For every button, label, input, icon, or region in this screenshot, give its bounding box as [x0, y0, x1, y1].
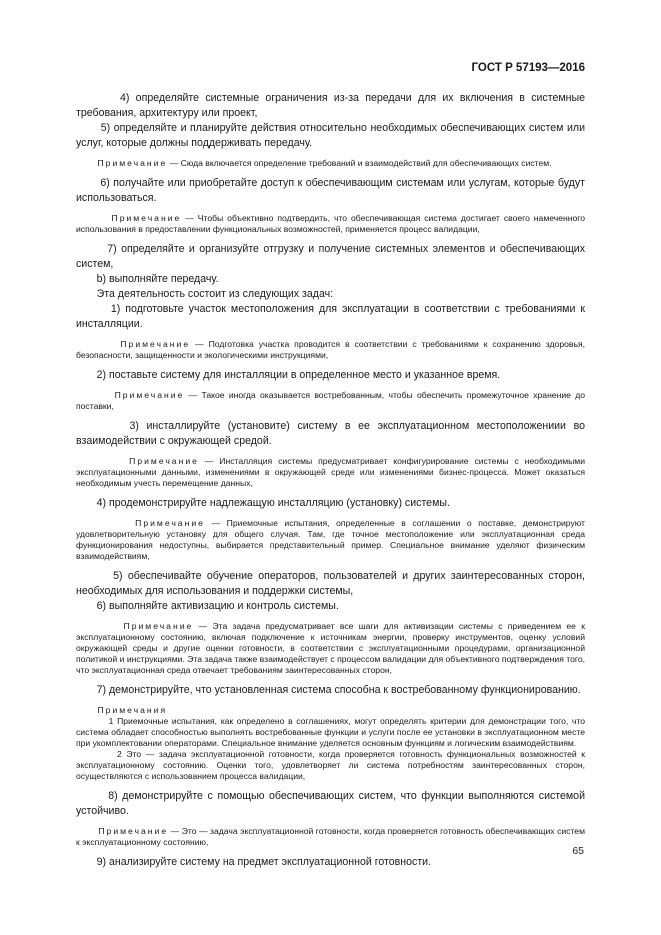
- paragraph-text: 2) поставьте систему для инсталляции в определенное место и указанное время.: [96, 369, 501, 381]
- paragraph: [76, 176, 585, 206]
- paragraph: [76, 91, 585, 121]
- paragraph: [76, 368, 585, 383]
- note-label: Примечание: [97, 158, 168, 168]
- note-label: Примечание: [123, 621, 194, 631]
- paragraph-text: 5) определяйте и планируйте действия относительно необходимых обеспечивающих систем или услуг, которые должны поддерживать передачу.: [76, 122, 585, 149]
- paragraph-text: b) выполняйте передачу.: [96, 273, 219, 285]
- note-label: Примечание: [111, 213, 182, 223]
- paragraph-text: 5) обеспечивайте обучение операторов, пользователей и других заинтересованных сторон, необходимых для использования и поддержки системы,: [76, 570, 585, 597]
- note-label: Примечание: [98, 826, 169, 836]
- note-item: [76, 716, 585, 749]
- note: [76, 158, 585, 169]
- note: [76, 339, 585, 361]
- paragraph-text: Эта деятельность состоит из следующих задач:: [96, 288, 334, 300]
- page-number: 65: [572, 845, 584, 857]
- note: [76, 826, 585, 848]
- paragraph: [76, 569, 585, 599]
- paragraph: [76, 272, 585, 287]
- paragraph-text: 3) инсталлируйте (установите) систему в ее эксплуатационном местоположениии во взаимодействии с окружающей средой.: [76, 420, 585, 447]
- paragraph: [76, 496, 585, 511]
- paragraph-text: 1) подготовьте участок местоположения для эксплуатации в соответствии с требованиями к инсталляции.: [76, 303, 585, 330]
- paragraph: [76, 855, 585, 870]
- note: [76, 456, 585, 489]
- note-label: Примечание: [135, 518, 205, 528]
- paragraph: [76, 302, 585, 332]
- note-item-text: 2 Это — задача эксплуатационной готовности, когда проверяется готовность функциональных возможностей к эксплуатационному состоянию. Оценки того, удовлетворяет ли система потребностям заинтересованных сторон, осуществляются с использованием процесса валидации,: [76, 749, 585, 781]
- note: [76, 390, 585, 412]
- paragraph-text: 7) определяйте и организуйте отгрузку и получение системных элементов и обеспечивающих систем,: [76, 243, 586, 270]
- paragraph-text: 6) получайте или приобретайте доступ к обеспечивающим системам или услугам, которые будут использоваться.: [76, 177, 585, 204]
- note-item: [76, 749, 585, 782]
- paragraph-text: 4) продемонстрируйте надлежащую инсталляцию (установку) системы.: [96, 497, 450, 509]
- note-label: Примечание: [120, 339, 191, 349]
- notes-heading: [76, 705, 585, 716]
- note: [76, 518, 585, 562]
- paragraph: [76, 242, 585, 272]
- paragraph: [76, 789, 585, 819]
- paragraph: [76, 599, 585, 614]
- paragraph-text: 8) демонстрируйте с помощью обеспечивающих систем, что функции выполняются системой устойчиво.: [76, 790, 585, 817]
- paragraph-text: 6) выполняйте активизацию и контроль системы.: [96, 600, 339, 612]
- note-text: — Сюда включается определение требований и взаимодействий для обеспечивающих систем.: [167, 158, 552, 168]
- paragraph: [76, 287, 585, 302]
- note-label: Примечание: [129, 456, 199, 466]
- note-text: — Подготовка участка проводится в соответствии с требованиями к сохранению здоровья, безопасности, защищенности и экологическими инструкциями,: [76, 339, 585, 360]
- note-text: — Инсталляция системы предусматривает конфигурирование системы с необходимыми эксплуатационными данными, изменениями в окружающей среде или изменениями бизнес-процесса. Может оказаться необходимым учесть перемещение данных,: [76, 456, 585, 488]
- note-text: — Такое иногда оказывается востребованным, чтобы обеспечить промежуточное хранение до поставки,: [76, 390, 585, 411]
- paragraph-text: 7) демонстрируйте, что установленная система способна к востребованному функционированию.: [96, 684, 581, 696]
- note-text: — Эта задача предусматривает все шаги для активизации системы с приведением ее к эксплуатационному состоянию, включая подключение к источникам энергии, проверку инструментов, оценку условий окружающей среды и другие оценки готовности, в соответствии с эксплуатационными процедурами, организационной политикой и инструкциями. Эта задача также взаимодействует с процессом валидации для объективного подтверждения того, что эксплуатационная среда отвечает требованиям заинтересованных сторон,: [76, 621, 585, 675]
- note: [76, 621, 585, 676]
- standard-header: ГОСТ Р 57193—2016: [471, 62, 585, 74]
- document-body: [76, 91, 585, 870]
- paragraph: [76, 121, 585, 151]
- note-label: Примечание: [114, 390, 185, 400]
- note-text: — Чтобы объективно подтвердить, что обеспечивающая система достигает своего намеченного использования в предоставлении функциональных возможностей, применяется процесс валидации,: [76, 213, 585, 234]
- note-text: — Приемочные испытания, определенные в соглашении о поставке, демонстрируют удовлетворительную установку для общего случая. Там, где точное местоположение или эксплуатационная среда функционирования недоступны, выбирается представительный пример. Специальное внимание уделяют физическим взаимодействиям,: [76, 518, 585, 561]
- paragraph: [76, 419, 585, 449]
- paragraph-text: 9) анализируйте систему на предмет эксплуатационной готовности.: [96, 856, 432, 868]
- note-text: — Это — задача эксплуатационной готовности, когда проверяется готовность обеспечивающих систем к эксплуатационному состоянию,: [76, 826, 585, 847]
- notes-label: Примечания: [97, 705, 168, 715]
- note-item-text: 1 Приемочные испытания, как определено в соглашениях, могут определять критерии для демонстрации того, что система обладает способностью выполнять востребованные функции и услуги после ее установки в эксплуатационном месте при укомплектовании операторами. Специальное внимание уделяется основным функциям и логическим взаимодействиям.: [76, 716, 585, 748]
- note: [76, 213, 585, 235]
- paragraph-text: 4) определяйте системные ограничения из-за передачи для их включения в системные требования, архитектуру или проект,: [76, 92, 585, 119]
- paragraph: [76, 683, 585, 698]
